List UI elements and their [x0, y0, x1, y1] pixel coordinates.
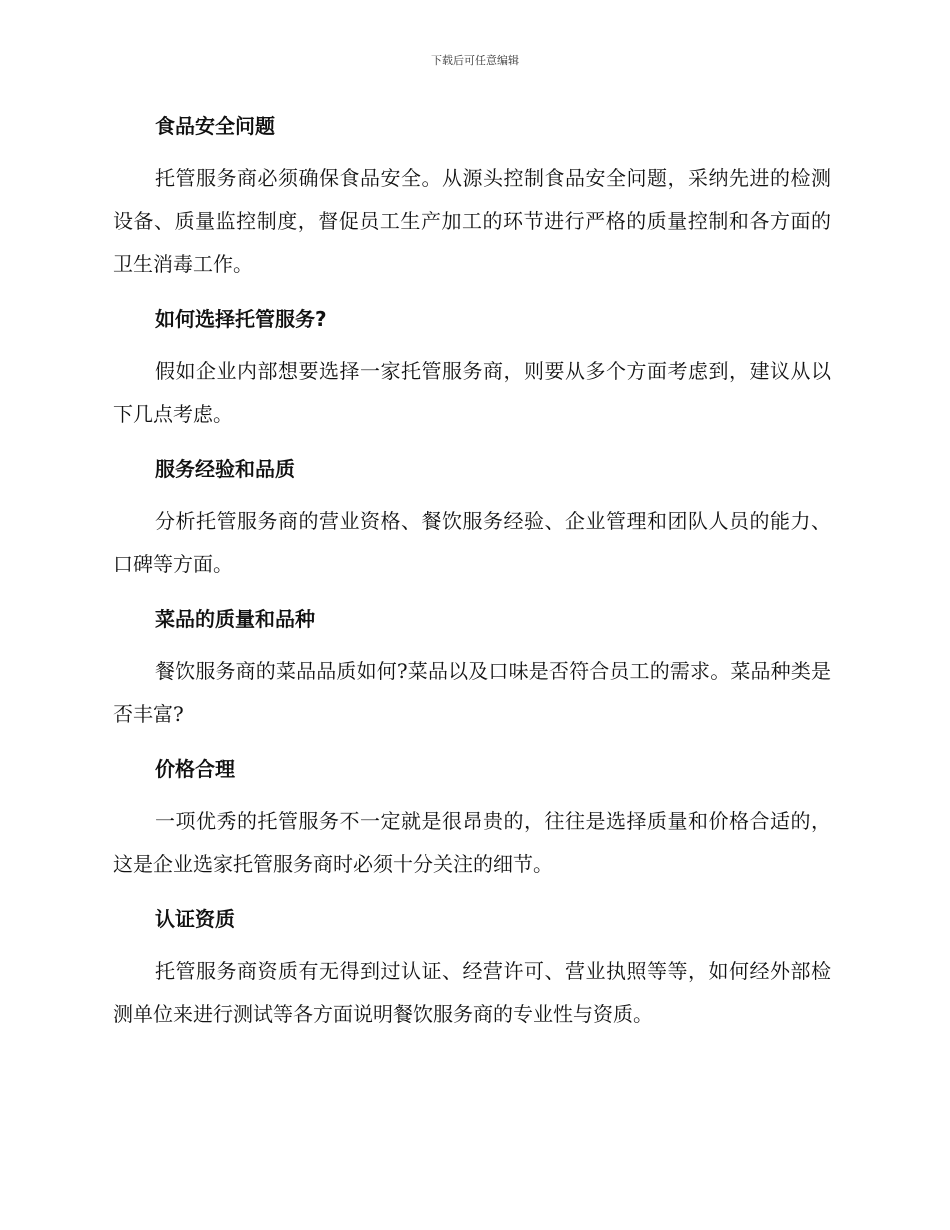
section-heading: 服务经验和品质: [155, 457, 295, 481]
section-experience-quality: [113, 447, 831, 586]
section-paragraph: 餐饮服务商的菜品品质如何?菜品以及口味是否符合员工的需求。菜品种类是否丰富?: [113, 659, 831, 726]
section-heading: 如何选择托管服务?: [155, 307, 327, 331]
section-dish-quality: [113, 597, 831, 736]
section-paragraph: 假如企业内部想要选择一家托管服务商，则要从多个方面考虑到，建议从以下几点考虑。: [113, 359, 831, 426]
page-header-note: 下载后可任意编辑: [431, 54, 519, 67]
section-paragraph: 一项优秀的托管服务不一定就是很昂贵的，往往是选择质量和价格合适的，这是企业选家托管服务商时必须十分关注的细节。: [113, 809, 831, 876]
section-food-safety: [113, 104, 831, 286]
section-paragraph: 托管服务商资质有无得到过认证、经营许可、营业执照等等，如何经外部检测单位来进行测试等各方面说明餐饮服务商的专业性与资质。: [113, 959, 831, 1026]
section-paragraph: 分析托管服务商的营业资格、餐饮服务经验、企业管理和团队人员的能力、口碑等方面。: [113, 509, 831, 576]
section-reasonable-price: [113, 747, 831, 886]
document-body: [113, 104, 831, 1047]
section-paragraph: 托管服务商必须确保食品安全。从源头控制食品安全问题，采纳先进的检测设备、质量监控制度，督促员工生产加工的环节进行严格的质量控制和各方面的卫生消毒工作。: [113, 166, 831, 276]
section-how-to-choose: [113, 297, 831, 436]
section-heading: 食品安全问题: [155, 114, 275, 138]
section-certification: [113, 897, 831, 1036]
section-heading: 菜品的质量和品种: [155, 607, 315, 631]
section-heading: 认证资质: [155, 907, 235, 931]
section-heading: 价格合理: [155, 757, 235, 781]
